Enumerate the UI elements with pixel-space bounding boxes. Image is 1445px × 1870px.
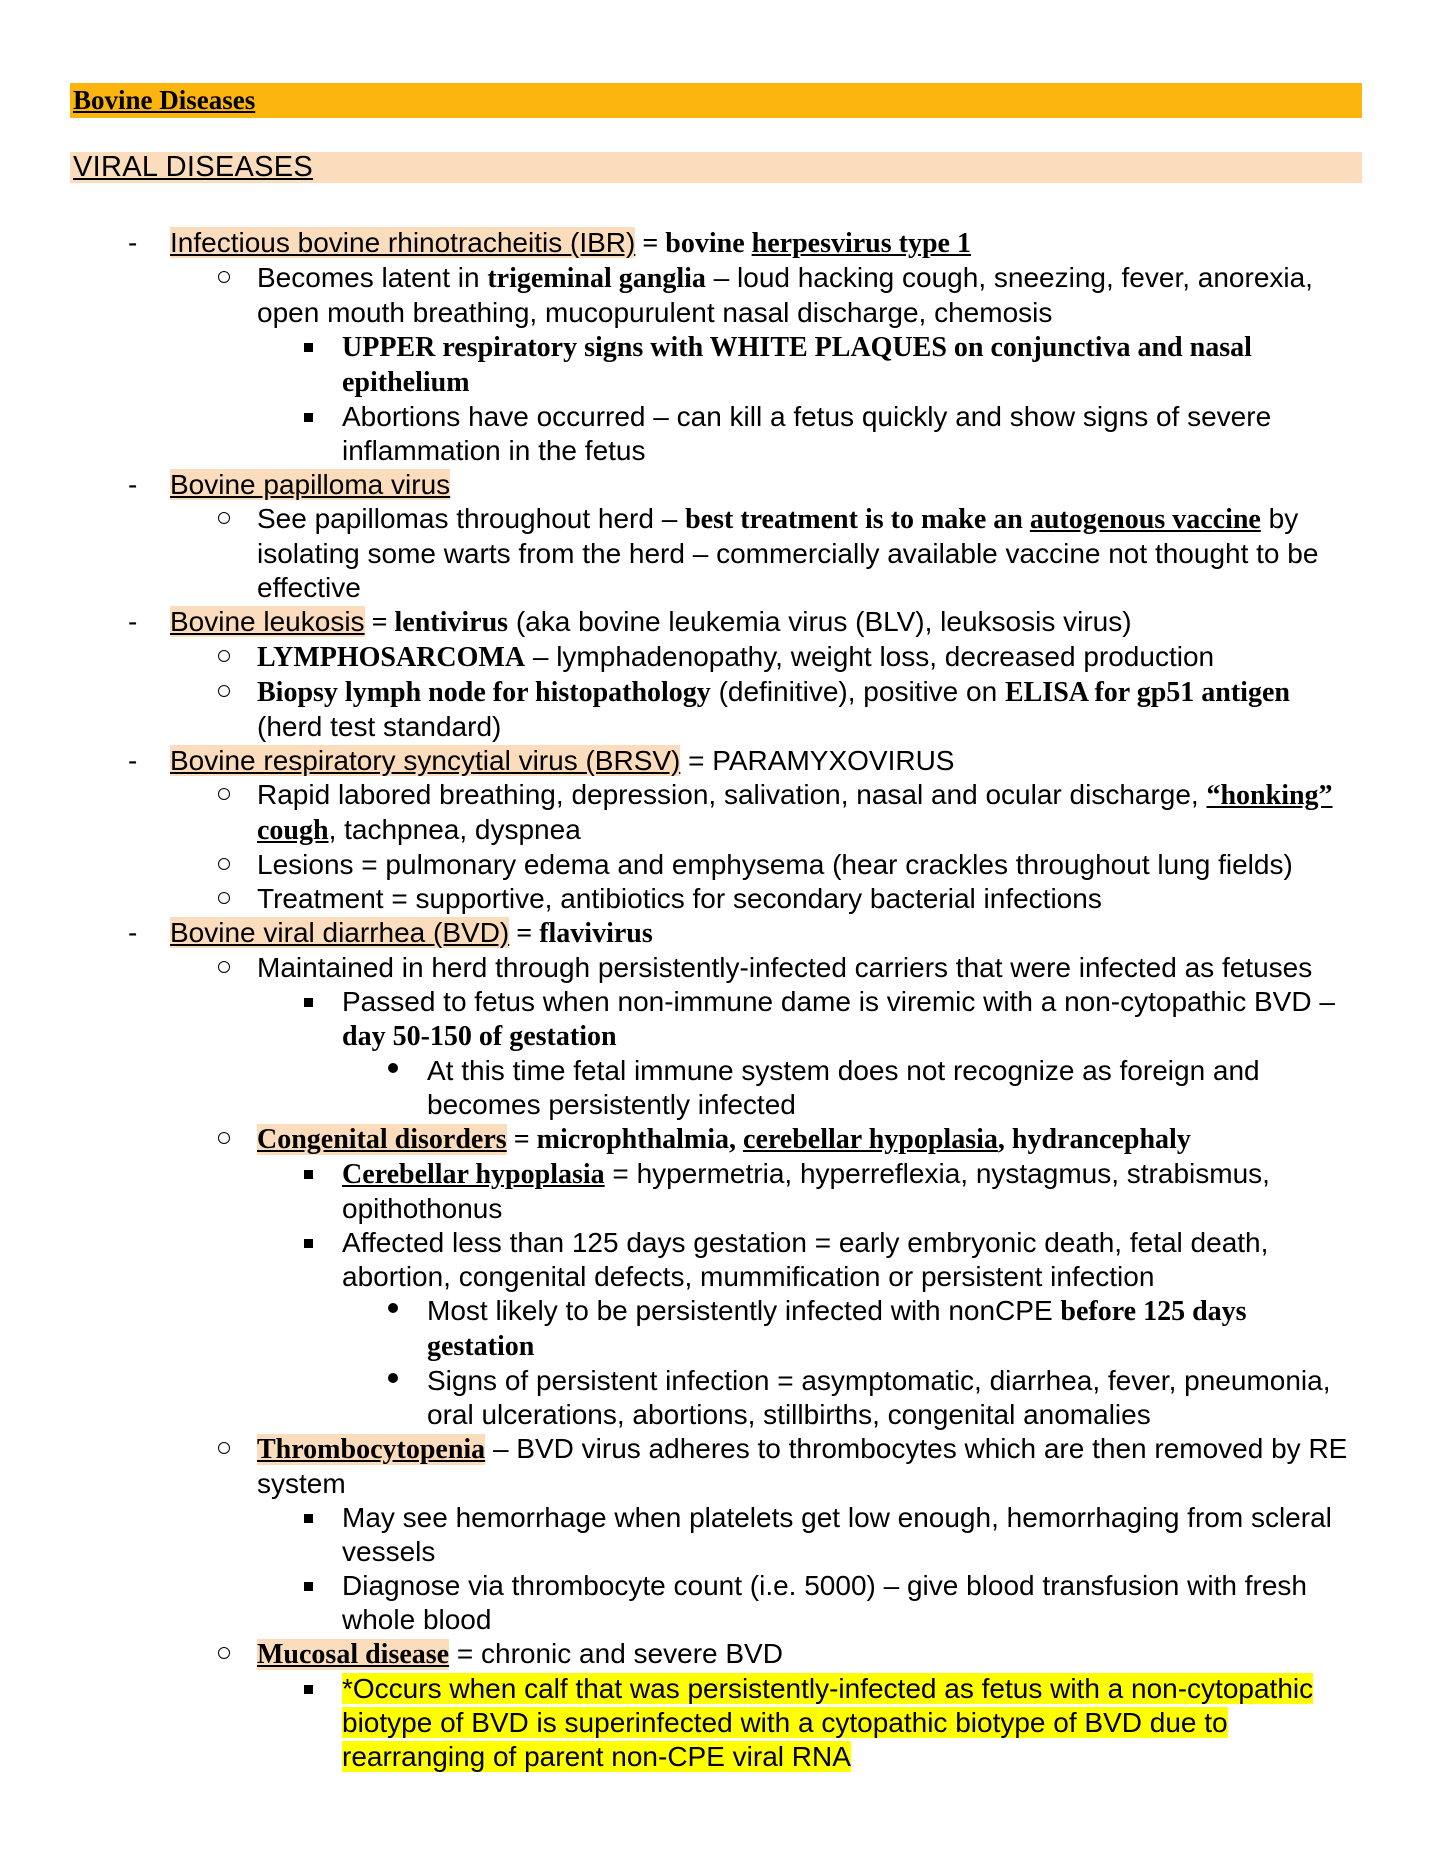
text-segment: See papillomas throughout herd – — [257, 503, 686, 534]
list-item — [0, 744, 1445, 778]
title-bar — [70, 83, 1362, 118]
section-bar — [70, 152, 1362, 183]
text-segment: , tachpnea, dyspnea — [328, 814, 581, 845]
disc-marker — [388, 1303, 398, 1313]
list-item — [0, 1294, 1445, 1364]
text-segment: At this time fetal immune system does not recognize as foreign and becomes persistently infected — [427, 1055, 1260, 1120]
text-segment: = hypermetria, hyperreflexia, nystagmus, strabismus, opithothonus — [342, 1158, 1270, 1224]
text-segment: Bovine leukosis — [170, 606, 365, 637]
text-segment: (definitive), positive on — [710, 676, 1005, 707]
text-segment: Lesions = pulmonary edema and emphysema (hear crackles throughout lung fields) — [257, 849, 1293, 880]
text-segment: – BVD virus adheres to thrombocytes which are then removed by RE system — [257, 1433, 1348, 1499]
text-segment: day 50-150 of gestation — [342, 1021, 617, 1052]
text-segment: herpesvirus type 1 — [751, 228, 971, 259]
square-marker — [304, 1170, 313, 1179]
disease-list — [0, 226, 1445, 1774]
circle-marker — [218, 1442, 230, 1454]
text-segment: Bovine papilloma virus — [170, 469, 451, 500]
text-segment: LYMPHOSARCOMA — [257, 642, 526, 673]
list-item — [0, 1501, 1445, 1569]
text-segment: UPPER respiratory signs with WHITE PLAQUES on conjunctiva and nasal epithelium — [342, 332, 1252, 398]
text-segment: = bovine — [635, 228, 752, 259]
text-segment: = chronic and severe BVD — [449, 1638, 783, 1669]
text-segment: Infectious bovine rhinotracheitis (IBR) — [170, 227, 636, 258]
square-marker — [304, 1514, 313, 1523]
list-item — [0, 778, 1445, 848]
dash-marker: - — [128, 917, 138, 948]
text-segment: – loud hacking cough, sneezing, fever, anorexia, open mouth breathing, mucopurulent nasal discharge, chemosis — [257, 262, 1313, 328]
list-item — [0, 1637, 1445, 1672]
list-item — [0, 916, 1445, 951]
text-segment: *Occurs when calf that was persistently-infected as fetus with a non-cytopathic biotype of BVD is superinfected with a cytopathic biotype of BVD due to rearranging of parent non-CPE viral RNA — [342, 1673, 1314, 1772]
text-segment: , hydrancephaly — [997, 1124, 1191, 1155]
text-segment: Diagnose via thrombocyte count (i.e. 5000) – give blood transfusion with fresh whole blood — [342, 1570, 1307, 1635]
text-segment: Mucosal disease — [257, 1639, 450, 1670]
list-item — [0, 1432, 1445, 1501]
list-item — [0, 1157, 1445, 1226]
list-item — [0, 675, 1445, 744]
text-segment: Abortions have occurred – can kill a fetus quickly and show signs of severe inflammation in the fetus — [342, 401, 1272, 466]
square-marker — [304, 1685, 313, 1694]
list-item — [0, 226, 1445, 261]
text-segment: = lentivirus — [364, 607, 509, 638]
circle-marker — [218, 512, 230, 524]
square-marker — [304, 1582, 313, 1591]
dash-marker: - — [128, 606, 138, 637]
text-segment: Bovine respiratory syncytial virus (BRSV) — [170, 745, 681, 776]
list-item — [0, 261, 1445, 330]
circle-marker — [218, 1647, 230, 1659]
disc-marker — [388, 1063, 398, 1073]
list-item — [0, 1364, 1445, 1432]
text-segment: “honking” cough — [257, 780, 1333, 846]
text-segment: Thrombocytopenia — [257, 1434, 486, 1465]
circle-marker — [218, 788, 230, 800]
text-segment: by isolating some warts from the herd – commercially available vaccine not thought to be effective — [257, 503, 1319, 603]
square-marker — [304, 413, 313, 422]
list-item — [0, 605, 1445, 640]
text-segment: Affected less than 125 days gestation = early embryonic death, fetal death, abortion, congenital defects, mummification or persistent infection — [342, 1227, 1269, 1292]
circle-marker — [218, 271, 230, 283]
list-item — [0, 882, 1445, 916]
text-segment: autogenous vaccine — [1029, 504, 1261, 535]
text-segment: Most likely to be persistently infected with nonCPE — [427, 1295, 1061, 1326]
square-marker — [304, 1239, 313, 1248]
text-segment: ELISA for gp51 antigen — [1004, 677, 1290, 708]
list-item — [0, 985, 1445, 1054]
text-segment: cerebellar hypoplasia — [743, 1124, 998, 1155]
circle-marker — [218, 650, 230, 662]
text-segment: Congenital disorders — [257, 1124, 507, 1155]
circle-marker — [218, 858, 230, 870]
list-item — [0, 1569, 1445, 1637]
text-segment: trigeminal ganglia — [487, 263, 706, 294]
text-segment: Signs of persistent infection = asymptomatic, diarrhea, fever, pneumonia, oral ulcerations, abortions, stillbirths, congenital anomalies — [427, 1365, 1331, 1430]
text-segment: – lymphadenopathy, weight loss, decreased production — [525, 641, 1215, 672]
text-segment: Passed to fetus when non-immune dame is viremic with a non-cytopathic BVD – — [342, 986, 1335, 1017]
list-item — [0, 400, 1445, 468]
list-item — [0, 1672, 1445, 1774]
circle-marker — [218, 892, 230, 904]
text-segment: = flavivirus — [509, 918, 653, 949]
square-marker — [304, 998, 313, 1007]
text-segment: (herd test standard) — [257, 711, 502, 742]
text-segment: best treatment is to make an — [685, 504, 1030, 535]
list-item — [0, 848, 1445, 882]
text-segment: Cerebellar hypoplasia — [342, 1159, 605, 1190]
text-segment: before 125 days gestation — [427, 1296, 1247, 1362]
dash-marker: - — [128, 745, 138, 776]
list-item — [0, 951, 1445, 985]
list-item — [0, 502, 1445, 605]
disc-marker — [388, 1373, 398, 1383]
square-marker — [304, 343, 313, 352]
circle-marker — [218, 1132, 230, 1144]
text-segment: Treatment = supportive, antibiotics for secondary bacterial infections — [257, 883, 1102, 914]
text-segment: Becomes latent in — [257, 262, 488, 293]
circle-marker — [218, 685, 230, 697]
list-item — [0, 330, 1445, 400]
text-segment: Maintained in herd through persistently-infected carriers that were infected as fetuses — [257, 952, 1313, 983]
text-segment: May see hemorrhage when platelets get low enough, hemorrhaging from scleral vessels — [342, 1502, 1332, 1567]
list-item — [0, 1054, 1445, 1122]
text-segment: Bovine viral diarrhea (BVD) — [170, 917, 510, 948]
text-segment: (aka bovine leukemia virus (BLV), leuksosis virus) — [508, 606, 1132, 637]
dash-marker: - — [128, 227, 138, 258]
circle-marker — [218, 961, 230, 973]
dash-marker: - — [128, 469, 138, 500]
text-segment: Rapid labored breathing, depression, salivation, nasal and ocular discharge, — [257, 779, 1207, 810]
page-title: Bovine Diseases — [73, 85, 256, 115]
list-item — [0, 1122, 1445, 1157]
list-item — [0, 1226, 1445, 1294]
list-item — [0, 640, 1445, 675]
text-segment: = PARAMYXOVIRUS — [680, 745, 955, 776]
list-item — [0, 468, 1445, 502]
text-segment: = microphthalmia, — [506, 1124, 744, 1155]
text-segment: Biopsy lymph node for histopathology — [257, 677, 711, 708]
section-heading: VIRAL DISEASES — [73, 151, 314, 183]
